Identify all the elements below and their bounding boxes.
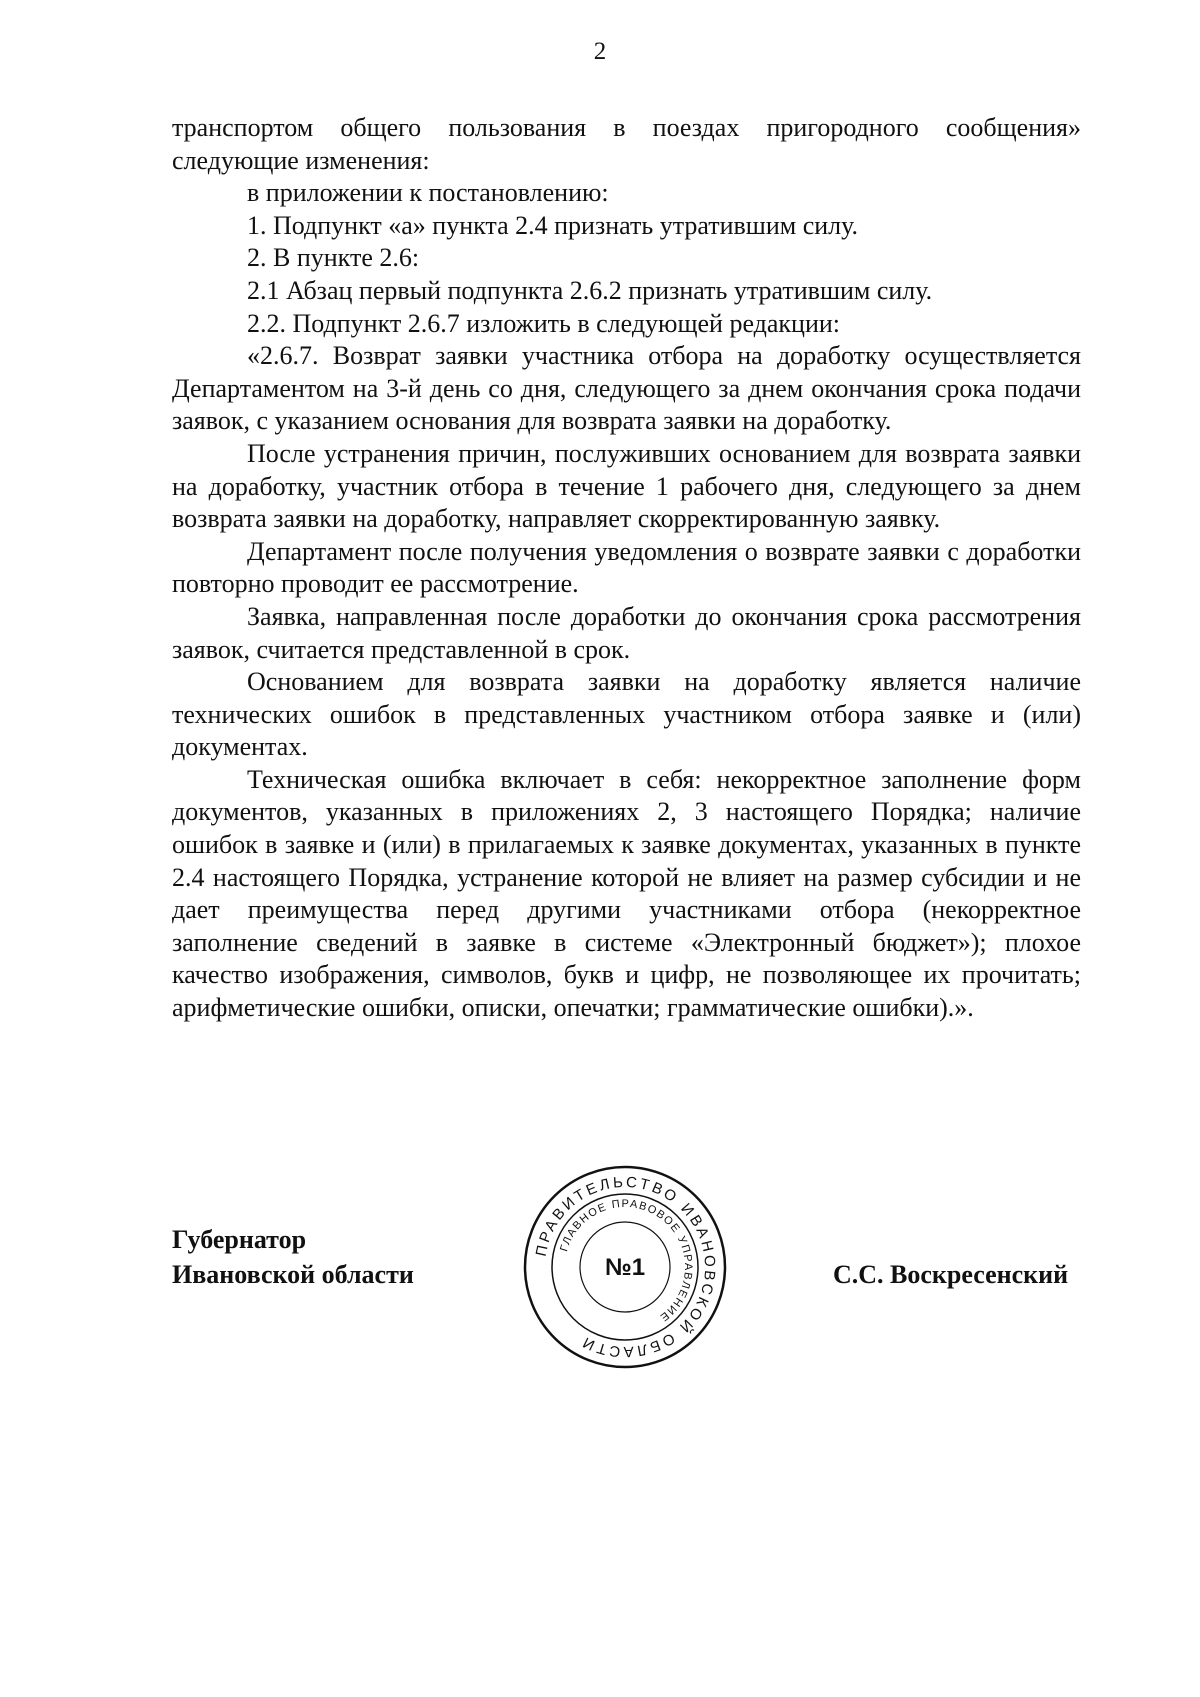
paragraph: После устранения причин, послуживших основанием для возврата заявки на доработку, участник отбора в течение 1 рабочего дня, следующего за днем возврата заявки на доработку, направляет скорректированную заявку. xyxy=(172,438,1081,534)
stamp-inner-text: ГЛАВНОЕ ПРАВОВОЕ УПРАВЛЕНИЕ xyxy=(558,1197,695,1325)
position-line-1: Губернатор xyxy=(172,1225,307,1254)
document-body xyxy=(172,112,1081,1025)
signatory-position xyxy=(172,1222,414,1292)
paragraph: транспортом общего пользования в поездах пригородного сообщения» следующие изменения: xyxy=(172,113,1081,175)
paragraph: в приложении к постановлению: xyxy=(247,178,609,208)
paragraph: «2.6.7. Возврат заявки участника отбора на доработку осуществляется Департаментом на 3-й день со дня, следующего за днем окончания срока подачи заявок, с указанием основания для возврата заявки на доработку. xyxy=(172,341,1081,436)
signatory-name: С.С. Воскресенский xyxy=(833,1260,1069,1289)
paragraph: Основанием для возврата заявки на доработку является наличие технических ошибок в представленных участником отбора заявке и (или) документах. xyxy=(172,667,1081,762)
stamp-center-text: №1 xyxy=(604,1254,646,1281)
paragraph: 2.2. Подпункт 2.6.7 изложить в следующей редакции: xyxy=(247,308,841,338)
stamp-outer-text: ПРАВИТЕЛЬСТВО ИВАНОВСКОЙ ОБЛАСТИ xyxy=(532,1173,719,1361)
page-number: 2 xyxy=(593,38,607,65)
paragraph: Заявка, направленная после доработки до окончания срока рассмотрения заявок, считается представленной в срок. xyxy=(172,601,1081,664)
position-line-2: Ивановской области xyxy=(172,1260,414,1289)
paragraph: 1. Подпункт «а» пункта 2.4 признать утратившим силу. xyxy=(247,210,859,240)
paragraph: Департамент после получения уведомления о возврате заявки с доработки повторно проводит ее рассмотрение. xyxy=(172,536,1081,599)
paragraph: 2.1 Абзац первый подпункта 2.6.2 признать утратившим силу. xyxy=(247,275,933,305)
official-stamp xyxy=(520,1162,730,1372)
paragraph: 2. В пункте 2.6: xyxy=(247,243,420,273)
paragraph: Техническая ошибка включает в себя: некорректное заполнение форм документов, указанных в приложениях 2, 3 настоящего Порядка; наличие ошибок в заявке и (или) в прилагаемых к заявке документах, указанных в пункте 2.4 настоящего Порядка, устранение которой не влияет на размер субсидии и не дает преимущества перед другими участниками отбора (некорректное заполнение сведений в заявке в системе «Электронный бюджет»); плохое качество изображения, символов, букв и цифр, не позволяющее их прочитать; арифметические ошибки, описки, опечатки; грамматические ошибки).». xyxy=(172,764,1081,1023)
